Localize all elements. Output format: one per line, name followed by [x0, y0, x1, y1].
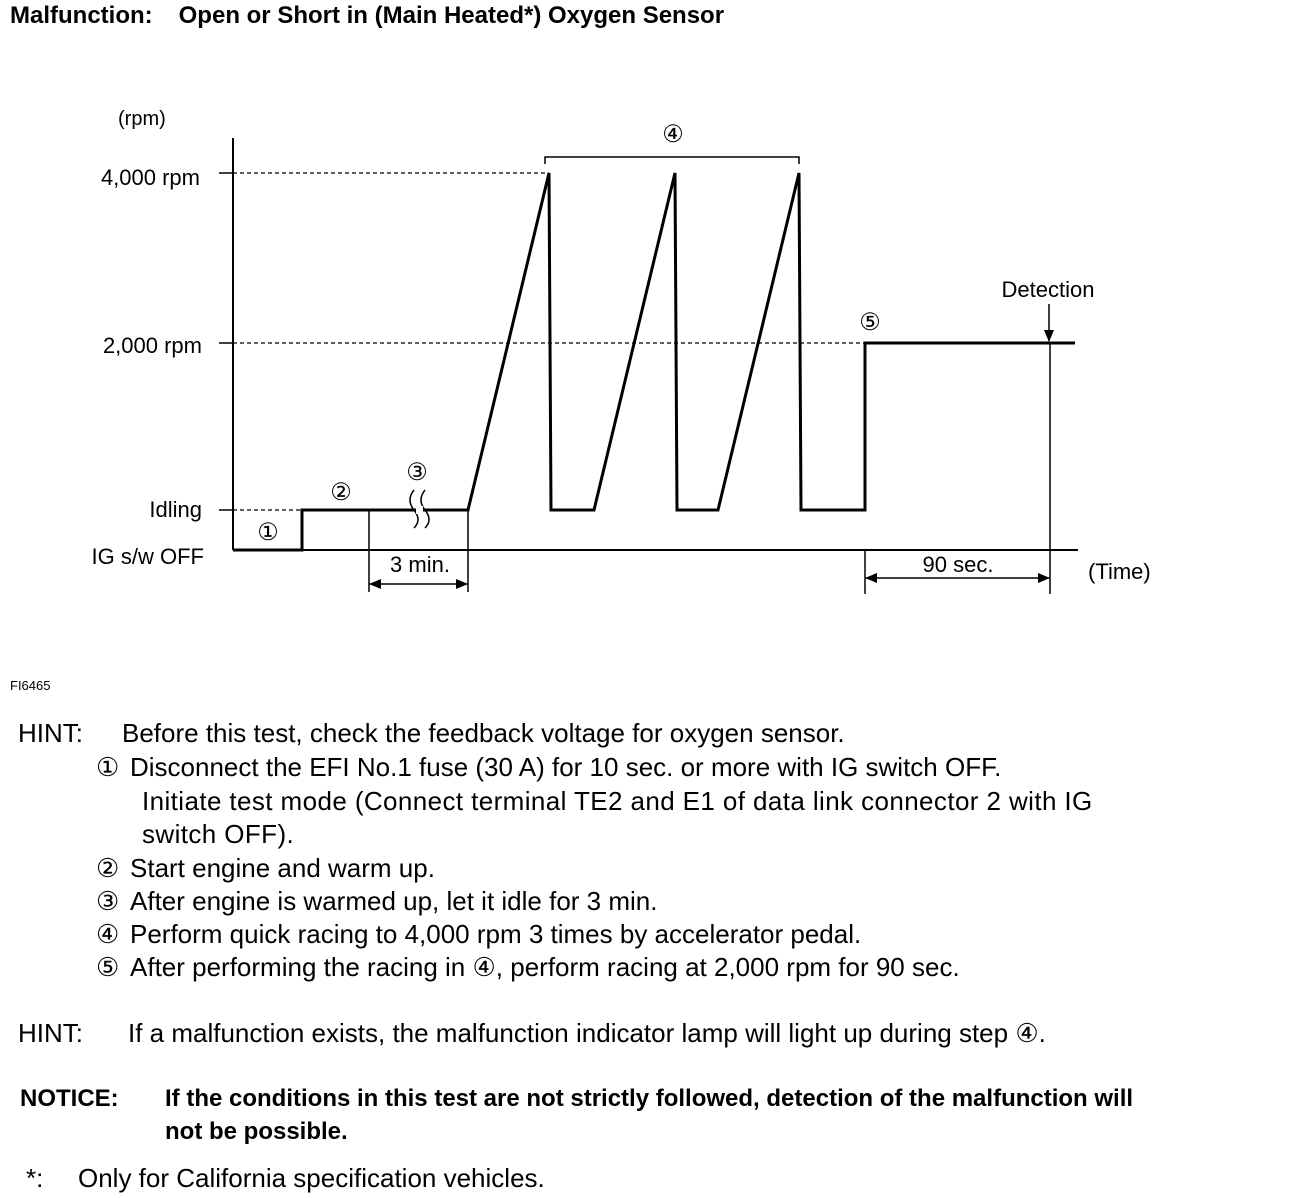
- hint1-step-5: [96, 952, 960, 983]
- hint1-step-4: [96, 919, 861, 950]
- step-5-num: ⑤: [96, 952, 120, 982]
- step-marker-5: ⑤: [859, 309, 881, 336]
- notice-line2: not be possible.: [165, 1118, 348, 1145]
- step-4-text: Perform quick racing to 4,000 rpm 3 times by accelerator pedal.: [130, 919, 862, 949]
- hint2-text: If a malfunction exists, the malfunction indicator lamp will light up during step ④.: [128, 1018, 1046, 1048]
- hint1-text: Before this test, check the feedback voltage for oxygen sensor.: [122, 718, 845, 748]
- step4-bracket: [545, 157, 799, 164]
- step-marker-3: ③: [406, 459, 428, 486]
- footnote-label: *:: [26, 1163, 44, 1193]
- y-tick-4000: 4,000 rpm: [100, 165, 200, 190]
- step-1-text: Disconnect the EFI No.1 fuse (30 A) for 10 sec. or more with IG switch OFF.: [130, 752, 1002, 782]
- footnote-text: Only for California specification vehicles.: [78, 1163, 545, 1193]
- step-3-text: After engine is warmed up, let it idle for 3 min.: [130, 886, 658, 916]
- step-marker-2: ②: [330, 479, 352, 506]
- hint1-step-2: [96, 853, 435, 884]
- hint1-label: HINT:: [18, 718, 83, 748]
- step-marker-4: ④: [662, 121, 684, 148]
- engine-speed-trace: [233, 173, 1075, 550]
- step-5-text: After performing the racing in ④, perform racing at 2,000 rpm for 90 sec.: [130, 952, 960, 982]
- step-2-text: Start engine and warm up.: [130, 853, 435, 883]
- step-4-num: ④: [96, 919, 120, 949]
- step-3-num: ③: [96, 886, 120, 916]
- y-axis-label: (rpm): [118, 108, 166, 130]
- notice-line1: If the conditions in this test are not strictly followed, detection of the malfunction will: [165, 1085, 1134, 1112]
- step-1-num: ①: [96, 752, 120, 782]
- three-min-label: 3 min.: [390, 552, 450, 577]
- hint2-label: HINT:: [18, 1018, 83, 1048]
- ninety-sec-label: 90 sec.: [922, 552, 994, 577]
- hint1-step-1: [96, 752, 1001, 783]
- notice-label: NOTICE:: [20, 1085, 119, 1112]
- figure-code: FI6465: [10, 678, 51, 693]
- detection-label: Detection: [1001, 277, 1095, 302]
- y-tick-idling: Idling: [149, 497, 202, 522]
- hint1-step-1-cont-line1: Initiate test mode (Connect terminal TE2 and E1 of data link connector 2 with IG: [142, 786, 1093, 816]
- x-axis-label: (Time): [1088, 559, 1151, 584]
- time-break-gap: [416, 506, 423, 514]
- hint1-step-3: [96, 886, 657, 917]
- y-tick-ig-off: IG s/w OFF: [91, 544, 204, 569]
- step-marker-1: ①: [257, 519, 279, 546]
- hint1-step-1-cont-line2: switch OFF).: [142, 819, 295, 849]
- title-text: Open or Short in (Main Heated*) Oxygen Sensor: [178, 2, 725, 29]
- step-2-num: ②: [96, 853, 120, 883]
- title-label: Malfunction:: [10, 2, 153, 29]
- y-tick-2000: 2,000 rpm: [102, 333, 202, 358]
